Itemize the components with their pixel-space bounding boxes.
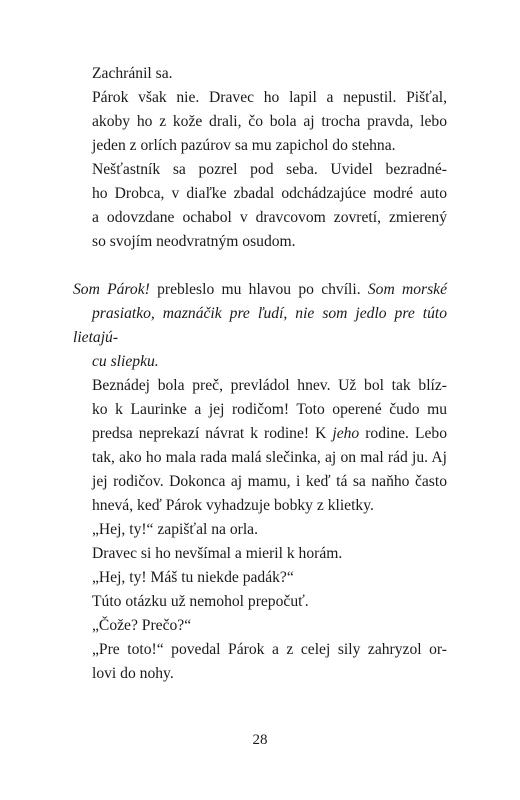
text-line (73, 638, 447, 662)
text-run: jej rodičov. Dokonca aj mamu, i keď tá sa naňho často (92, 473, 447, 490)
text-run: Dravec si ho nevšímal a mieril k horám. (92, 545, 343, 562)
text-run: so svojím neodvratným osudom. (92, 233, 296, 250)
text-line (73, 182, 447, 206)
paragraph (73, 518, 447, 542)
text-run: akoby ho z kože drali, čo bola aj trocha pravda, lebo (92, 113, 447, 130)
text-run: rodine. Lebo (359, 425, 447, 442)
text-run: tak, ako ho mala rada malá slečinka, aj on mal rád ju. Aj (92, 449, 447, 466)
italic-run: prasiatko, maznáčik pre ľudí, nie som jedlo pre túto lietajú- (73, 305, 447, 346)
text-run: a odovzdane ochabol v dravcovom zovretí, zmierený (92, 209, 447, 226)
paragraph (73, 278, 447, 374)
text-run: Beznádej bola preč, prevládol hnev. Už bol tak blíz- (92, 377, 447, 394)
text-line (73, 350, 447, 374)
text-line (73, 110, 447, 134)
paragraph (73, 614, 447, 638)
paragraph (73, 374, 447, 518)
text-line (73, 278, 447, 302)
text-line (73, 158, 447, 182)
text-line (73, 494, 447, 518)
text-line (73, 662, 447, 686)
paragraph (73, 86, 447, 158)
text-run: ko k Laurinke a jej rodičom! Toto operené čudo mu (92, 401, 447, 418)
text-run: predsa neprekazí návrat k rodine! K (92, 425, 333, 442)
text-line (73, 62, 447, 86)
text-line (73, 134, 447, 158)
text-line (73, 446, 447, 470)
text-line (73, 470, 447, 494)
text-line (73, 518, 447, 542)
paragraph (73, 542, 447, 566)
text-line (73, 206, 447, 230)
paragraph (73, 158, 447, 254)
text-line (73, 374, 447, 398)
italic-run: cu sliepku. (92, 353, 159, 370)
text-line (73, 230, 447, 254)
italic-run: jeho (332, 425, 360, 442)
text-run: Zachránil sa. (92, 65, 173, 82)
text-line (73, 614, 447, 638)
text-run: „Hej, ty! Máš tu niekde padák?“ (92, 569, 294, 586)
text-line (73, 422, 447, 446)
text-line (73, 398, 447, 422)
text-line (73, 566, 447, 590)
text-run: Nešťastník sa pozrel pod seba. Uvidel bezradné- (92, 161, 447, 178)
italic-run: Som Párok! (73, 281, 150, 298)
text-run: ho Drobca, v diaľke zbadal odchádzajúce modré auto (92, 185, 447, 202)
text-body (73, 62, 447, 686)
paragraph (73, 62, 447, 86)
paragraph (73, 638, 447, 686)
paragraph (73, 590, 447, 614)
text-line (73, 86, 447, 110)
text-line (73, 542, 447, 566)
text-run: Túto otázku už nemohol prepočuť. (92, 593, 309, 610)
text-run: „Pre toto!“ povedal Párok a z celej sily zahryzol or- (92, 641, 447, 658)
text-line (73, 302, 447, 350)
text-run: Párok však nie. Dravec ho lapil a nepustil. Pišťal, (92, 89, 447, 106)
text-line (73, 590, 447, 614)
paragraph (73, 566, 447, 590)
text-run: „Čože? Prečo?“ (92, 617, 192, 634)
text-run: lovi do nohy. (92, 665, 174, 682)
page-number: 28 (252, 732, 268, 748)
text-run: jeden z orlích pazúrov sa mu zapichol do stehna. (92, 137, 396, 154)
italic-run: Som morské (367, 281, 448, 298)
text-run: prebleslo mu hlavou po chvíli. (149, 281, 368, 298)
text-run: hnevá, keď Párok vyhadzuje bobky z klietky. (92, 497, 374, 514)
text-run: „Hej, ty!“ zapišťal na orla. (92, 521, 258, 538)
